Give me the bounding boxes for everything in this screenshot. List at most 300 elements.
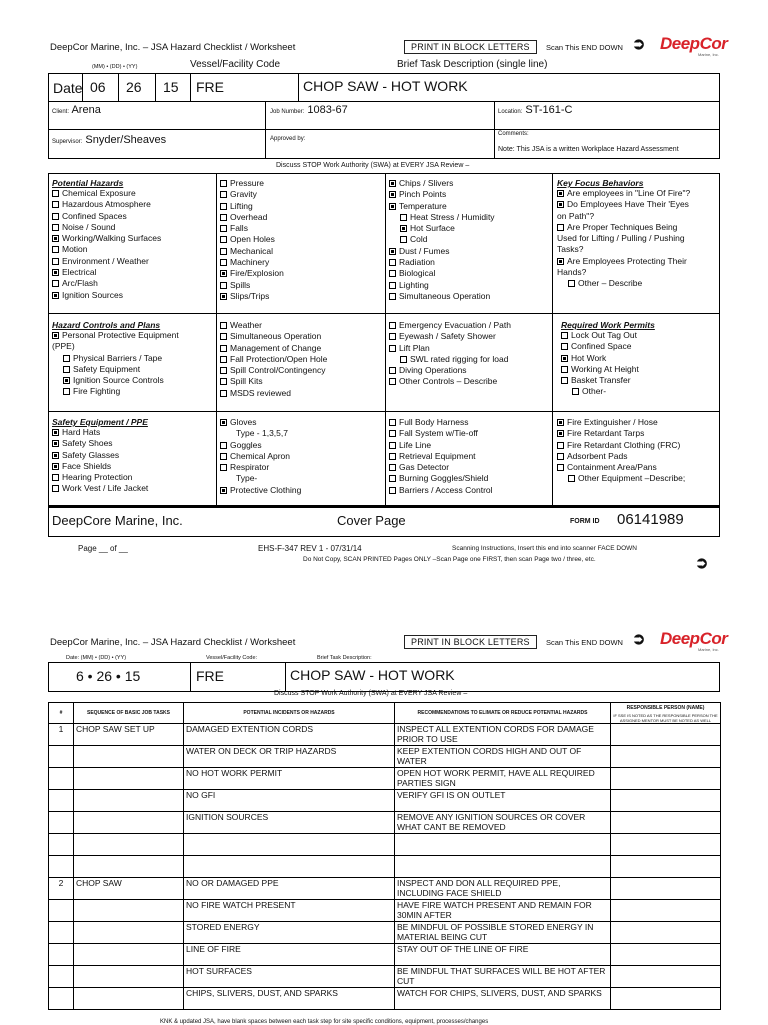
ppe-label: Chemical Apron [230,450,291,461]
supervisor-field: Supervisor: Snyder/Sheaves [52,134,167,146]
hazard-item [220,246,284,257]
ppe-item [220,462,301,473]
permit-checkbox[interactable] [572,388,579,395]
control-checkbox[interactable] [389,322,396,329]
key-focus-checkbox[interactable] [557,201,564,208]
cell-task[interactable] [74,944,184,966]
cell-responsible[interactable] [611,834,721,856]
cell-rec[interactable] [395,856,611,878]
cell-num[interactable] [49,856,74,878]
permit-label: Other- [582,386,607,397]
hazard-checkbox[interactable] [52,190,59,197]
print-block-letters: PRINT IN BLOCK LETTERS [404,40,537,54]
cell-num[interactable] [49,966,74,988]
hazard-checkbox[interactable] [220,270,227,277]
hazard-item [389,268,495,279]
control-item [220,320,327,331]
control-item [389,376,511,387]
ppe-label: Face Shields [62,460,112,471]
control-checkbox[interactable] [389,378,396,385]
ppe-checkbox[interactable] [220,442,227,449]
ppe-label: Barriers / Access Control [399,484,493,495]
hazard-checkbox[interactable] [220,236,227,243]
ppe-item [389,473,493,484]
ppe-checkbox[interactable] [220,464,227,471]
hazard-label: Gravity [230,189,257,200]
cell-hazard[interactable]: HOT SURFACES [184,966,395,988]
cell-rec[interactable]: REMOVE ANY IGNITION SOURCES OR COVER WHAT CANT BE REMOVED [395,812,611,834]
date-mm: 06 [90,79,106,95]
do-not-copy: Do Not Copy, SCAN PRINTED Pages ONLY –Scan Page one FIRST, then scan Page two / three, etc. [303,556,596,563]
control-label: Management of Change [230,342,322,353]
date-hint-p2: Date: (MM) • (DD) • (YY) [66,655,127,661]
control-label: Spill Kits [230,376,263,387]
hazard-checkbox[interactable] [52,213,59,220]
cell-task[interactable] [74,746,184,768]
date-label: Date [53,80,83,96]
hazard-checkbox[interactable] [389,282,396,289]
ppe-checkbox[interactable] [568,475,575,482]
ppe-item [557,473,685,484]
control-item [52,353,214,364]
ppe-checkbox[interactable] [389,464,396,471]
hazard-label: Hazardous Atmosphere [62,199,151,210]
permit-label: Lock Out Tag Out [571,330,637,340]
date-value-p2: 6 • 26 • 15 [76,668,141,684]
hazard-checkbox[interactable] [389,248,396,255]
cell-task[interactable]: CHOP SAW [74,878,184,900]
jsa-task-table [48,702,721,1010]
control-checkbox[interactable] [389,367,396,374]
cell-responsible[interactable] [611,922,721,944]
permit-item [561,386,655,397]
cell-task[interactable] [74,856,184,878]
hazard-checkbox[interactable] [52,280,59,287]
table-row [49,900,721,922]
control-label: Spill Control/Contingency [230,365,326,376]
ppe-continuation: (PPE) [52,341,75,352]
hazard-checkbox[interactable] [389,259,396,266]
key-focus-continuation: Used for Lifting / Pulling / Pushing [557,233,685,244]
ppe-checkbox[interactable] [557,464,564,471]
ppe-checkbox[interactable] [389,419,396,426]
control-checkbox[interactable] [63,355,70,362]
permit-item [561,330,655,341]
logo-subtitle: Marine, Inc. [698,52,719,57]
hazard-checkbox[interactable] [52,201,59,208]
table-row [49,966,721,988]
control-item [220,376,327,387]
col-incidents-header: POTENTIAL INCIDENTS OR HAZARDS [184,703,395,724]
ppe-item [557,417,685,428]
cell-num[interactable] [49,790,74,812]
hazard-controls-col1 [52,320,214,398]
hazard-label: Heat Stress / Humidity [410,211,495,222]
ppe-label: Containment Area/Pans [567,462,657,473]
hazard-label: Pressure [230,178,265,188]
key-focus-label: Do Employees Have Their 'Eyes [567,199,689,210]
hazard-label: Lifting [230,200,253,211]
key-focus-continuation: Tasks? [557,244,584,255]
hazard-checkbox[interactable] [52,235,59,242]
hazard-checkbox[interactable] [220,203,227,210]
cell-num[interactable] [49,900,74,922]
ppe-checkbox[interactable] [52,463,59,470]
permit-checkbox[interactable] [561,377,568,384]
cell-hazard[interactable]: NO OR DAMAGED PPE [184,878,395,900]
ppe-checkbox[interactable] [52,474,59,481]
control-label: Diving Operations [399,365,467,376]
cell-responsible[interactable] [611,900,721,922]
cell-responsible[interactable] [611,966,721,988]
cell-responsible[interactable] [611,724,721,746]
cell-hazard[interactable]: NO GFI [184,790,395,812]
task-description-p2: CHOP SAW - HOT WORK [290,667,455,683]
ppe-label: Life Line [399,439,432,450]
control-checkbox[interactable] [389,345,396,352]
control-label: MSDS reviewed [230,387,291,398]
table-row [49,922,721,944]
table-header-row [49,703,721,724]
cell-rec[interactable] [395,834,611,856]
vessel-label-p2: Vessel/Facility Code: [206,655,258,661]
cell-num[interactable] [49,922,74,944]
ppe-label: Safety Shoes [62,438,113,449]
ppe-label: Work Vest / Life Jacket [62,483,149,494]
col-num-header: # [49,703,74,724]
footer-company: DeepCore Marine, Inc. [52,513,183,528]
hazard-checkbox[interactable] [52,269,59,276]
cell-num[interactable] [49,834,74,856]
hazard-checkbox[interactable] [220,248,227,255]
cell-responsible[interactable] [611,746,721,768]
control-checkbox[interactable] [220,390,227,397]
cell-responsible[interactable] [611,988,721,1010]
cell-hazard[interactable]: NO HOT WORK PERMIT [184,768,395,790]
form-title-p2: DeepCor Marine, Inc. – JSA Hazard Checklist / Worksheet [50,637,296,648]
cell-responsible[interactable] [611,878,721,900]
control-checkbox[interactable] [220,356,227,363]
hazard-item [389,257,495,268]
hazard-label: Falls [230,223,248,234]
control-item [389,320,511,331]
task-description: CHOP SAW - HOT WORK [303,78,468,94]
ppe-checkbox[interactable] [52,452,59,459]
control-checkbox[interactable] [63,377,70,384]
hazard-checkbox[interactable] [389,191,396,198]
ppe-item [52,438,148,449]
permit-item [561,364,655,375]
hazard-item [220,257,284,268]
cell-hazard[interactable]: STORED ENERGY [184,922,395,944]
hazard-label: Working/Walking Surfaces [62,233,162,244]
cell-rec[interactable]: VERIFY GFI IS ON OUTLET [395,790,611,812]
ppe-checkbox[interactable] [52,440,59,447]
control-label: Other Controls – Describe [399,376,498,387]
cell-responsible[interactable] [611,812,721,834]
brief-label: Brief Task Description (single line) [397,59,548,70]
cell-num[interactable] [49,988,74,1010]
permit-item [561,341,655,352]
potential-hazards-col3 [389,178,495,302]
written-assessment-note: Note: This JSA is a written Workplace Hazard Assessment [498,146,679,153]
ppe-item [389,451,493,462]
logo-subtitle-p2: Marine, Inc. [698,647,719,652]
table-row [49,790,721,812]
hazard-checkbox[interactable] [52,224,59,231]
cell-responsible[interactable] [611,768,721,790]
permit-checkbox[interactable] [561,343,568,350]
control-checkbox[interactable] [220,367,227,374]
cell-num[interactable] [49,812,74,834]
cell-hazard[interactable]: NO FIRE WATCH PRESENT [184,900,395,922]
cell-rec[interactable]: STAY OUT OF THE LINE OF FIRE [395,944,611,966]
gloves-checkbox[interactable] [220,419,227,426]
hazard-label: Chemical Exposure [62,188,136,198]
ppe-label: Safety Glasses [62,449,120,460]
cell-task[interactable] [74,988,184,1010]
hazard-checkbox[interactable] [389,293,396,300]
ppe-checkbox[interactable] [389,475,396,482]
form-id: 06141989 [617,511,684,528]
cell-task[interactable] [74,900,184,922]
control-checkbox[interactable] [400,356,407,363]
deepcor-logo-p2: DeepCor [660,629,728,648]
hazard-checkbox[interactable] [400,225,407,232]
ppe-checkbox[interactable] [557,442,564,449]
ppe-label: Full Body Harness [399,417,469,427]
ppe-item [389,462,493,473]
control-checkbox[interactable] [220,322,227,329]
control-item [52,375,214,386]
gloves-label: Gloves [230,417,257,427]
hazard-item [52,267,161,278]
control-label: Fire Fighting [73,386,121,397]
hazard-item [52,233,161,244]
potential-hazards-col1 [52,178,161,301]
hazard-item [389,201,495,212]
ppe-checkbox[interactable] [220,453,227,460]
ppe-item [557,451,685,462]
page-of: Page __ of __ [78,544,128,553]
ppe-checkbox[interactable] [389,430,396,437]
swa-note: Discuss STOP Work Authority (SWA) at EVERY JSA Review – [276,162,470,169]
cell-task[interactable] [74,768,184,790]
control-checkbox[interactable] [63,366,70,373]
cell-rec[interactable]: BE MINDFUL THAT SURFACES WILL BE HOT AFTER CUT [395,966,611,988]
hazard-checkbox[interactable] [389,270,396,277]
hazard-checkbox[interactable] [220,191,227,198]
hazard-item [389,246,495,257]
hazard-label: Hot Surface [410,223,455,234]
hazard-label: Confined Spaces [62,210,127,221]
hazard-item [220,280,284,291]
cell-hazard[interactable]: CHIPS, SLIVERS, DUST, AND SPARKS [184,988,395,1010]
cell-responsible[interactable] [611,790,721,812]
cell-task[interactable] [74,812,184,834]
ppe-label: Hearing Protection [62,472,133,483]
control-item [389,343,511,354]
deepcor-logo: DeepCor [660,34,728,53]
cell-task[interactable] [74,790,184,812]
hazard-checkbox[interactable] [52,246,59,253]
hazard-label: Simultaneous Operation [399,290,491,301]
ppe-checkbox[interactable] [557,419,564,426]
table-row [49,856,721,878]
control-checkbox[interactable] [63,388,70,395]
hazard-checkbox[interactable] [220,180,227,187]
permit-checkbox[interactable] [561,355,568,362]
cell-num[interactable]: 2 [49,878,74,900]
hazard-checkbox[interactable] [220,293,227,300]
vessel-code-p2: FRE [196,668,224,684]
control-checkbox[interactable] [52,332,59,339]
cell-rec[interactable]: WATCH FOR CHIPS, SLIVERS, DUST, AND SPARKS [395,988,611,1010]
control-checkbox[interactable] [220,378,227,385]
hazard-checkbox[interactable] [400,236,407,243]
vessel-code: FRE [196,79,224,95]
permit-checkbox[interactable] [561,332,568,339]
ppe-label: Burning Goggles/Shield [399,473,489,484]
cell-rec[interactable]: INSPECT AND DON ALL REQUIRED PPE, INCLUDING FACE SHIELD [395,878,611,900]
key-focus-item [557,222,719,233]
ppe-label: Adsorbent Pads [567,450,628,461]
hazard-checkbox[interactable] [389,203,396,210]
cell-rec[interactable]: KEEP EXTENTION CORDS HIGH AND OUT OF WATER [395,746,611,768]
cell-hazard[interactable]: IGNITION SOURCES [184,812,395,834]
cell-rec[interactable]: BE MINDFUL OF POSSIBLE STORED ENERGY IN MATERIAL BEING CUT [395,922,611,944]
table-row [49,768,721,790]
hazard-checkbox[interactable] [389,180,396,187]
ppe-checkbox[interactable] [557,430,564,437]
cell-task[interactable] [74,834,184,856]
cell-rec[interactable]: INSPECT ALL EXTENTION CORDS FOR DAMAGE PRIOR TO USE [395,724,611,746]
table-row [49,812,721,834]
key-focus-label: Are employees in "Line Of Fire"? [567,188,691,198]
cell-num[interactable] [49,746,74,768]
cell-hazard[interactable]: LINE OF FIRE [184,944,395,966]
potential-hazards-col2 [220,178,284,302]
ppe-checkbox[interactable] [557,453,564,460]
key-focus-checkbox[interactable] [557,258,564,265]
control-label: Physical Barriers / Tape [73,352,163,363]
control-checkbox[interactable] [389,333,396,340]
scan-arrow-icon-2: ➲ [695,555,709,572]
control-label: Safety Equipment [73,363,141,374]
form-title: DeepCor Marine, Inc. – JSA Hazard Checklist / Worksheet [50,42,296,53]
cell-hazard[interactable] [184,834,395,856]
ppe-checkbox[interactable] [389,442,396,449]
hazard-checkbox[interactable] [52,258,59,265]
control-label: Personal Protective Equipment [62,330,179,340]
key-focus-item [557,199,719,210]
hazard-checkbox[interactable] [220,225,227,232]
cell-responsible[interactable] [611,944,721,966]
hazard-checkbox[interactable] [220,214,227,221]
hazard-item [52,199,161,210]
control-checkbox[interactable] [220,345,227,352]
cell-rec[interactable]: HAVE FIRE WATCH PRESENT AND REMAIN FOR 30MIN AFTER [395,900,611,922]
key-focus-checkbox[interactable] [557,190,564,197]
cell-responsible[interactable] [611,856,721,878]
hazard-item [52,278,161,289]
hazard-item [389,212,495,223]
hazard-item [220,234,284,245]
cell-rec[interactable]: OPEN HOT WORK PERMIT, HAVE ALL REQUIRED PARTIES SIGN [395,768,611,790]
control-item [220,365,327,376]
permit-label: Hot Work [571,352,607,363]
cell-num[interactable] [49,768,74,790]
ppe-item [557,462,685,473]
hazard-item [220,268,284,279]
brief-label-p2: Brief Task Description: [317,655,372,661]
location-field: Location: ST-161-C [498,104,573,116]
ppe-checkbox[interactable] [52,429,59,436]
control-item [220,331,327,342]
ppe-checkbox[interactable] [389,487,396,494]
cell-num[interactable] [49,944,74,966]
cell-hazard[interactable]: WATER ON DECK OR TRIP HAZARDS [184,746,395,768]
cell-hazard[interactable] [184,856,395,878]
hazard-item [389,189,495,200]
hazard-label: Fire/Explosion [230,268,284,279]
bottom-note: KNK & updated JSA, have blank spaces between each task step for site specific conditions, equipment, processes/changes [160,1019,489,1025]
control-label: Simultaneous Operation [230,331,322,342]
cell-task[interactable]: CHOP SAW SET UP [74,724,184,746]
permit-item [561,353,655,364]
control-item [389,354,511,365]
col-seq-header: SEQUENCE OF BASIC JOB TASKS [74,703,184,724]
key-focus-checkbox[interactable] [568,280,575,287]
key-focus-item [557,278,719,289]
date-dd: 26 [126,79,142,95]
hazard-checkbox[interactable] [400,214,407,221]
hazard-label: Temperature [399,200,447,211]
cell-task[interactable] [74,966,184,988]
permit-checkbox[interactable] [561,366,568,373]
hazard-checkbox[interactable] [52,292,59,299]
control-label: Ignition Source Controls [73,375,164,386]
ppe-item [557,428,685,439]
hazard-item [220,291,284,302]
ppe-checkbox[interactable] [389,453,396,460]
gloves-type: Type - 1,3,5,7 [236,428,288,439]
job-number-field: Job Number: 1083-67 [270,104,348,116]
control-checkbox[interactable] [220,333,227,340]
scan-end-label-p2: Scan This END DOWN [546,638,623,647]
hazard-controls-col2 [220,320,327,399]
table-row [49,724,721,746]
ppe-label: Fire Retardant Tarps [567,428,645,439]
hazard-item [52,188,161,199]
hazard-item [52,290,161,301]
cell-hazard[interactable]: DAMAGED EXTENTION CORDS [184,724,395,746]
table-row [49,988,721,1010]
hazard-label: Ignition Sources [62,289,123,300]
ppe-label: Fall System w/Tie-off [399,428,478,439]
key-focus-checkbox[interactable] [557,224,564,231]
hazard-item [52,256,161,267]
hazard-checkbox[interactable] [220,282,227,289]
hazard-checkbox[interactable] [220,259,227,266]
protective-clothing-checkbox[interactable] [220,487,227,494]
hazard-label: Lighting [399,279,429,290]
date-yy: 15 [163,79,179,95]
cell-num[interactable]: 1 [49,724,74,746]
ppe-checkbox[interactable] [52,485,59,492]
protective-clothing-label: Protective Clothing [230,484,302,495]
cell-task[interactable] [74,922,184,944]
